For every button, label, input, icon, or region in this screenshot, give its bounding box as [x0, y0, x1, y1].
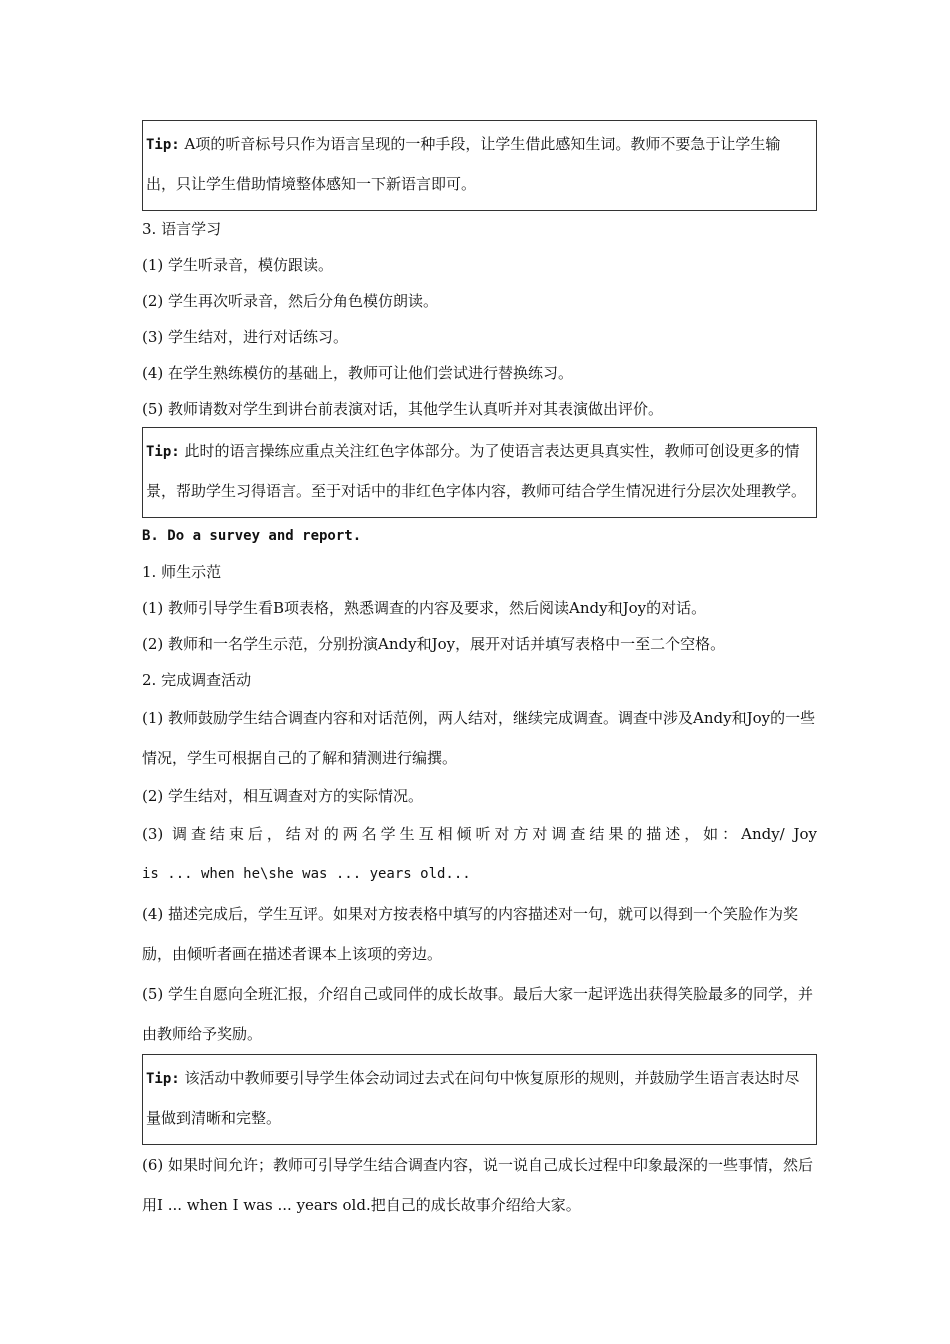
list-item: (1) 学生听录音，模仿跟读。 — [142, 256, 334, 274]
list-item: (3) 调查结束后，结对的两名学生互相倾听对方对调查结果的描述，如：Andy/ Joy — [142, 825, 817, 843]
list-item: (1) 教师引导学生看B项表格，熟悉调查的内容及要求，然后阅读Andy和Joy的对话。 — [142, 599, 707, 617]
tip-text: A项的听音标号只作为语言呈现的一种手段，让学生借此感知生词。教师不要急于让学生输出，只让学生借助情境整体感知一下新语言即可。 — [146, 135, 781, 193]
list-item: (6) 如果时间允许；教师可引导学生结合调查内容，说一说自己成长过程中印象最深的一些事情，然后用I ... when I was ... years old.把自己的成长故事介绍给大家。 — [142, 1156, 814, 1214]
list-item: (4) 描述完成后，学生互评。如果对方按表格中填写的内容描述对一句，就可以得到一个笑脸作为奖励，由倾听者画在描述者课本上该项的旁边。 — [142, 905, 799, 963]
tip-label: Tip: — [146, 1071, 180, 1087]
list-item-continuation: is ... when he\she was ... years old... — [142, 866, 471, 882]
subsection-heading-survey-activity: 2. 完成调查活动 — [142, 671, 252, 689]
list-item: (1) 教师鼓励学生结合调查内容和对话范例，两人结对，继续完成调查。调查中涉及Andy和Joy的一些情况，学生可根据自己的了解和猜测进行编撰。 — [142, 709, 816, 767]
list-item: (2) 教师和一名学生示范，分别扮演Andy和Joy，展开对话并填写表格中一至二个空格。 — [142, 635, 726, 653]
tip-box-1 — [142, 120, 817, 211]
list-item: (2) 学生结对，相互调查对方的实际情况。 — [142, 787, 424, 805]
list-item: (4) 在学生熟练模仿的基础上，教师可让他们尝试进行替换练习。 — [142, 364, 574, 382]
tip-text: 此时的语言操练应重点关注红色字体部分。为了使语言表达更具真实性，教师可创设更多的情景，帮助学生习得语言。至于对话中的非红色字体内容，教师可结合学生情况进行分层次处理教学。 — [146, 442, 807, 500]
list-item: (5) 教师请数对学生到讲台前表演对话，其他学生认真听并对其表演做出评价。 — [142, 400, 664, 418]
list-item: (3) 学生结对，进行对话练习。 — [142, 328, 349, 346]
subsection-heading-demo: 1. 师生示范 — [142, 563, 222, 581]
document-page — [142, 120, 817, 1225]
tip-label: Tip: — [146, 137, 180, 153]
section-heading-language-learning: 3. 语言学习 — [142, 220, 222, 238]
tip-box-3 — [142, 1054, 817, 1145]
list-item: (5) 学生自愿向全班汇报，介绍自己或同伴的成长故事。最后大家一起评选出获得笑脸最多的同学，并由教师给予奖励。 — [142, 985, 814, 1043]
list-item: (2) 学生再次听录音，然后分角色模仿朗读。 — [142, 292, 439, 310]
tip-box-2 — [142, 427, 817, 518]
section-heading-survey: B. Do a survey and report. — [142, 528, 362, 544]
tip-label: Tip: — [146, 444, 180, 460]
tip-text: 该活动中教师要引导学生体会动词过去式在问句中恢复原形的规则，并鼓励学生语言表达时尽量做到清晰和完整。 — [146, 1069, 800, 1127]
